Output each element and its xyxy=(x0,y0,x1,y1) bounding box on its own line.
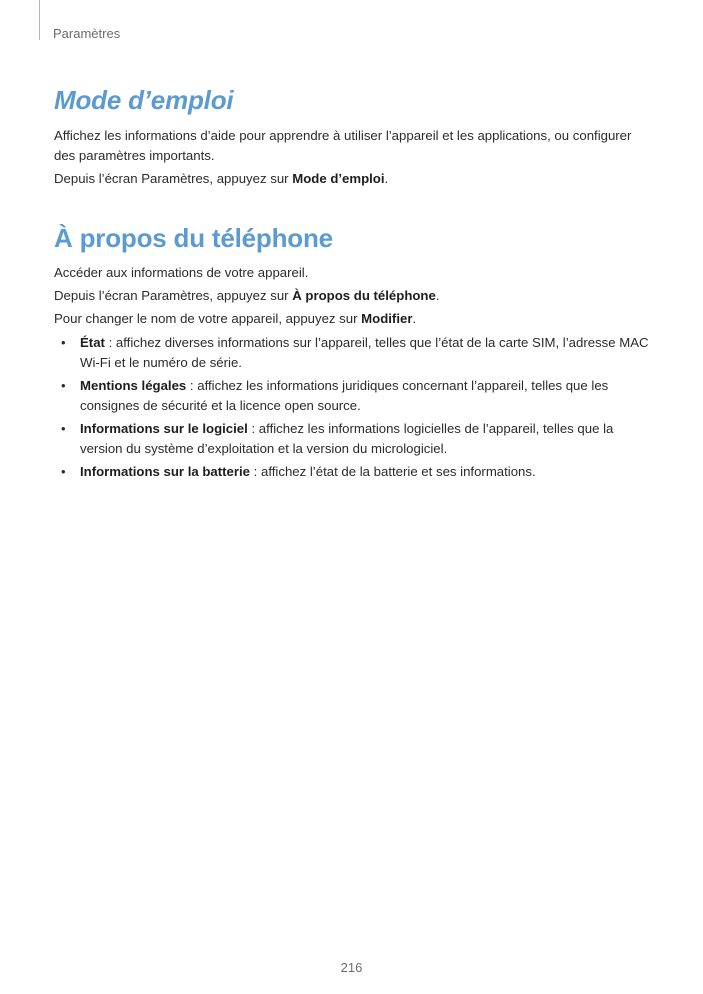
section-manual xyxy=(54,84,654,189)
item-text: : affichez les informations logicielles de l’appareil, telles que la version du système d’exploitation et la version du micrologiciel. xyxy=(80,421,614,456)
item-term: Informations sur la batterie xyxy=(80,464,251,479)
item-term: Mentions légales xyxy=(80,378,187,393)
bullet-icon: • xyxy=(61,378,66,393)
item-term: Informations sur le logiciel xyxy=(80,421,248,436)
bullet-icon: • xyxy=(61,421,66,436)
section-description-about: Accéder aux informations de votre appareil. xyxy=(54,265,309,280)
list-item-mentions-legales xyxy=(54,376,654,416)
list-item-informations-batterie xyxy=(54,462,654,482)
navigation-instruction-about xyxy=(54,286,654,306)
bullet-icon: • xyxy=(61,464,66,479)
list-item-etat xyxy=(54,333,654,373)
rename-prefix: Pour changer le nom de votre appareil, appuyez sur xyxy=(54,311,362,326)
nav-suffix: . xyxy=(435,288,440,303)
rename-target-modifier: Modifier xyxy=(361,311,413,326)
navigation-instruction-manual xyxy=(54,169,654,189)
section-description-manual: Affichez les informations d’aide pour apprendre à utiliser l’appareil et les applications, ou configurer des paramètres importants. xyxy=(54,128,632,163)
header-section-label: Paramètres xyxy=(53,26,121,41)
bullet-icon: • xyxy=(61,335,66,350)
info-bullet-list xyxy=(54,333,654,482)
section-title-about: À propos du téléphone xyxy=(54,223,333,253)
page-number: 216 xyxy=(340,960,363,975)
section-about-phone xyxy=(54,222,654,482)
nav-target-about-phone: À propos du téléphone xyxy=(292,288,436,303)
nav-suffix: . xyxy=(384,171,389,186)
nav-target-mode-emploi: Mode d’emploi xyxy=(292,171,385,186)
nav-prefix: Depuis l’écran Paramètres, appuyez sur xyxy=(54,171,293,186)
item-text: : affichez diverses informations sur l’appareil, telles que l’état de la carte SIM, l’adresse MAC Wi-Fi et le numéro de série. xyxy=(80,335,649,370)
item-term: État xyxy=(80,335,105,350)
rename-suffix: . xyxy=(412,311,417,326)
nav-prefix: Depuis l’écran Paramètres, appuyez sur xyxy=(54,288,293,303)
item-text: : affichez l’état de la batterie et ses informations. xyxy=(250,464,536,479)
item-text: : affichez les informations juridiques concernant l’appareil, telles que les consignes de sécurité et la licence open source. xyxy=(80,378,609,413)
header-rule xyxy=(39,0,40,40)
section-title-manual: Mode d’emploi xyxy=(54,85,234,115)
page-content xyxy=(54,84,654,485)
rename-instruction xyxy=(54,309,654,329)
list-item-informations-logiciel xyxy=(54,419,654,459)
